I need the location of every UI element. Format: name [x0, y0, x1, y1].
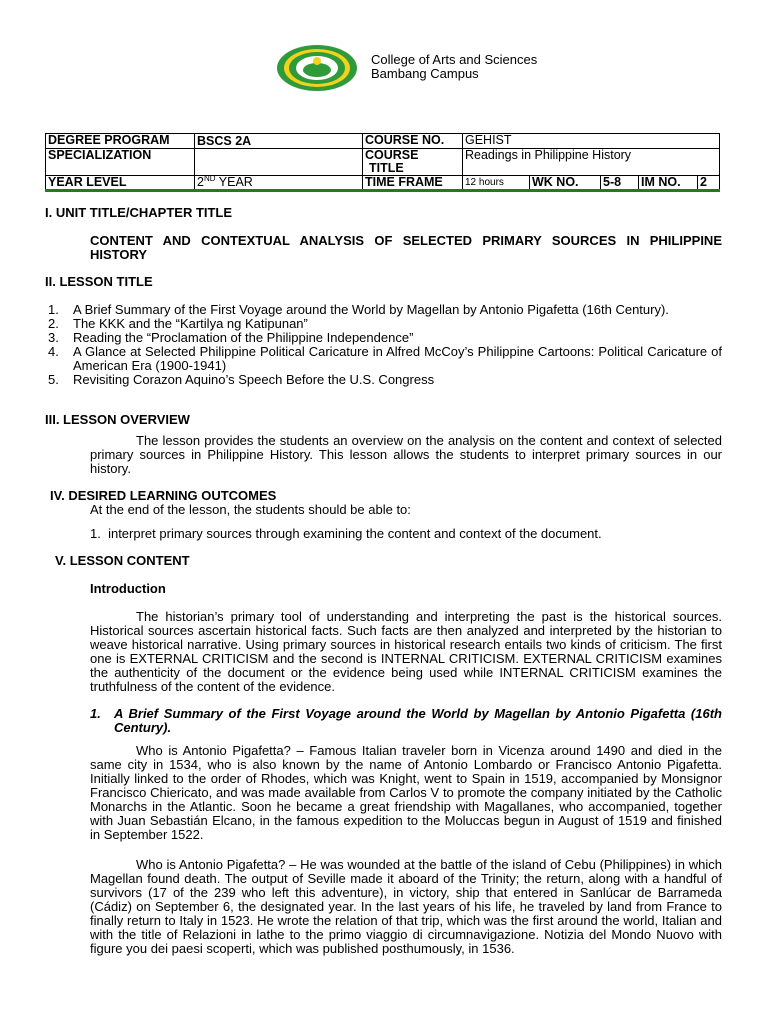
list-item-number: 3.	[48, 330, 59, 345]
course-no-value: GEHIST	[463, 134, 720, 149]
course-title-value: Readings in Philippine History	[463, 149, 720, 176]
year-level-word: YEAR	[215, 175, 253, 189]
introduction-text: The historian’s primary tool of understanding and interpreting the past is the historical sources. Historical sources ascertain historical facts. Such facts are then analyzed and interpreted by the historian to weave historical narrative. Using primary sources in historical research entails two kinds of criticism. The first one is EXTERNAL CRITICISM and the second is INTERNAL CRITICISM. EXTERNAL CRITICISM examines the authenticity of the document or the evidence being used while INTERNAL CRITICISM examines the truthfulness of the content of the evidence.	[90, 609, 722, 694]
course-title-label-line-2: TITLE	[369, 161, 404, 175]
section-heading-lesson-title: II. LESSON TITLE	[45, 274, 153, 289]
year-level-number: 2	[197, 175, 204, 189]
outcome-item	[90, 527, 722, 541]
year-level-value	[195, 173, 363, 191]
time-frame-value: 12 hours	[463, 176, 530, 191]
course-title-label	[363, 149, 463, 176]
wk-no-label: WK NO.	[530, 176, 601, 191]
specialization-label: SPECIALIZATION	[46, 149, 195, 176]
college-seal-logo	[276, 44, 358, 92]
pigafetta-paragraph-1: Who is Antonio Pigafetta? – Famous Italian traveler born in Vicenza around 1490 and died in the same city in 1534, who is also known by the name of Antonio Lombardo or Francisco Antonio Pigafetta. Initially linked to the order of Rhodes, which was Knight, went to Spain in 1519, accompanied by Monsignor Francisco Chiericato, and was made available from Carlos V to promote the company initiated by the Catholic Monarchs in the Atlantic. Soon he became a great friendship with Magallanes, who accompanied, together with Juan Sebastián Elcano, in the famous expedition to the Moluccas begun in August of 1519 and finished in September 1522.	[90, 743, 722, 842]
subsection-number: 1.	[90, 706, 101, 721]
college-line-1: College of Arts and Sciences	[371, 52, 538, 67]
year-level-label: YEAR LEVEL	[46, 176, 195, 191]
year-level-suffix: ND	[203, 173, 216, 183]
subsection-heading-pigafetta	[90, 707, 722, 735]
section-heading-lesson-overview: III. LESSON OVERVIEW	[45, 412, 190, 427]
pigafetta-paragraph-2: Who is Antonio Pigafetta? – He was wounded at the battle of the island of Cebu (Philippines) in which Magellan found death. The output of Seville made it aboard of the Trinity; the return, along with a handful of survivors (17 of the 239 who left this adventure), in victory, ship that entered in Sanlúcar de Barrameda (Cádiz) on September 6, the designated year. In the last years of his life, he traveled by land from France to finally return to Italy in 1523. He wrote the relation of that trip, which was the first around the world, Italian and with the title of Relazioni in lathe to the primo viaggio di circumnavigazione. Notizia del Mondo Nuovo with figure you dei paesi scoperti, which was published posthumously, in 1536.	[90, 857, 722, 956]
im-no-label: IM NO.	[639, 176, 698, 191]
lesson-overview-text: The lesson provides the students an overview on the analysis on the content and context of selected primary sources in Philippine History. This lesson allows the students to interpret primary sources in our history.	[90, 433, 722, 476]
outcome-text: interpret primary sources through examining the content and context of the document.	[108, 526, 602, 541]
list-item-text: A Brief Summary of the First Voyage around the World by Magellan by Antonio Pigafetta (16th Century).	[73, 302, 669, 317]
list-item	[48, 317, 722, 331]
wk-no-value: 5-8	[601, 176, 639, 191]
chapter-title: CONTENT AND CONTEXTUAL ANALYSIS OF SELECTED PRIMARY SOURCES IN PHILIPPINE HISTORY	[90, 233, 722, 262]
degree-program-value: BSCS 2A	[195, 134, 363, 149]
course-info-table	[45, 133, 720, 192]
college-line-2: Bambang Campus	[371, 66, 479, 81]
degree-program-label: DEGREE PROGRAM	[46, 134, 195, 149]
section-heading-learning-outcomes: IV. DESIRED LEARNING OUTCOMES	[50, 488, 277, 503]
subsection-title: A Brief Summary of the First Voyage around the World by Magellan by Antonio Pigafetta (16th Century).	[114, 706, 722, 735]
list-item	[48, 331, 722, 345]
list-item-text: A Glance at Selected Philippine Political Caricature in Alfred McCoy’s Philippine Cartoons: Political Caricature of American Era (1900-1941)	[73, 344, 722, 373]
list-item-number: 2.	[48, 316, 59, 331]
list-item-text: Reading the “Proclamation of the Philippine Independence”	[73, 330, 414, 345]
im-no-value: 2	[698, 176, 720, 191]
list-item	[48, 303, 722, 317]
list-item-text: The KKK and the “Kartilya ng Katipunan”	[73, 316, 308, 331]
outcome-number: 1.	[90, 526, 101, 541]
list-item	[48, 345, 722, 373]
list-item-number: 1.	[48, 302, 59, 317]
time-frame-label: TIME FRAME	[363, 176, 463, 191]
course-title-label-line-1: COURSE	[365, 148, 419, 162]
course-no-label: COURSE NO.	[363, 134, 463, 149]
list-item	[48, 373, 722, 387]
list-item-number: 4.	[48, 344, 59, 359]
section-heading-unit-title: I. UNIT TITLE/CHAPTER TITLE	[45, 205, 233, 220]
list-item-number: 5.	[48, 372, 59, 387]
outcomes-intro: At the end of the lesson, the students should be able to:	[90, 502, 411, 517]
section-heading-lesson-content: V. LESSON CONTENT	[55, 553, 190, 568]
specialization-value	[195, 149, 363, 176]
introduction-heading: Introduction	[90, 581, 166, 596]
college-name	[371, 53, 537, 81]
lesson-title-list	[48, 303, 722, 387]
list-item-text: Revisiting Corazon Aquino’s Speech Before the U.S. Congress	[73, 372, 435, 387]
